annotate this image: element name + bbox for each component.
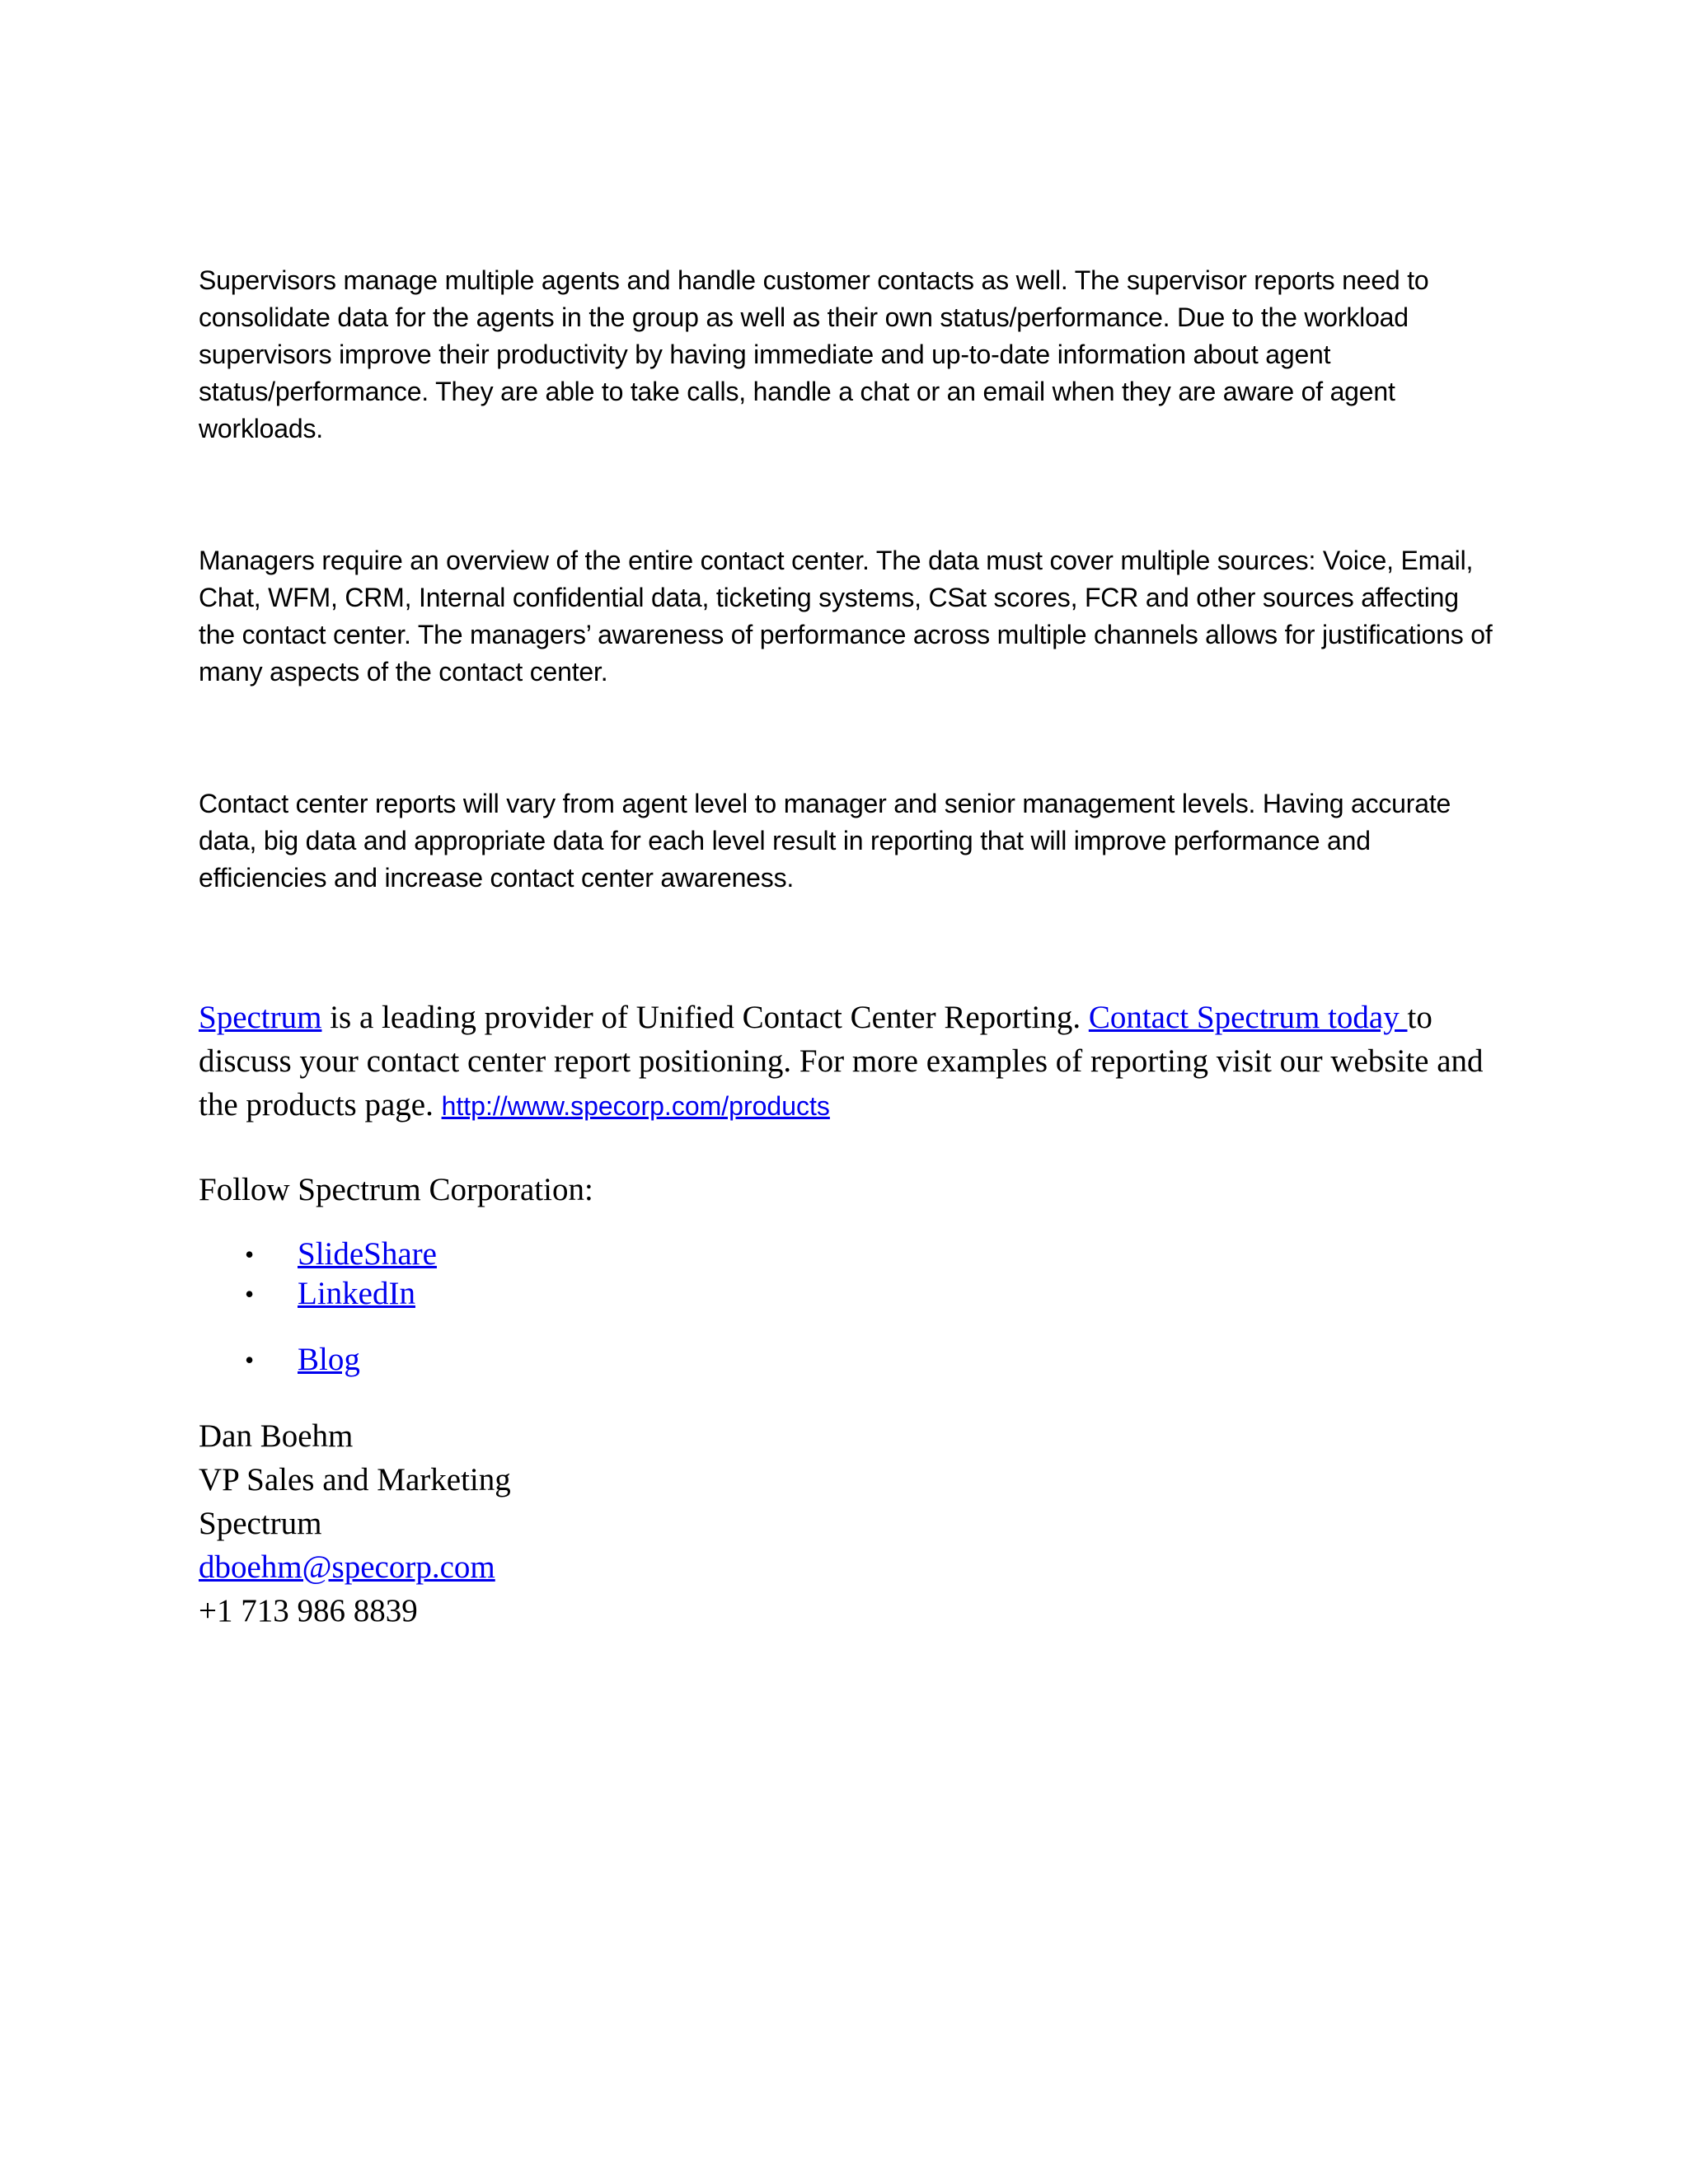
list-item <box>199 1340 1501 1380</box>
linkedin-link[interactable]: LinkedIn <box>298 1276 415 1311</box>
bullet-icon: • <box>245 1345 255 1375</box>
products-url-link[interactable]: http://www.specorp.com/products <box>441 1091 830 1121</box>
list-item <box>199 1274 1501 1314</box>
follow-heading: Follow Spectrum Corporation: <box>199 1172 593 1207</box>
signature-phone: +1 713 986 8839 <box>199 1593 418 1629</box>
contact-spectrum-link[interactable]: Contact Spectrum today <box>1088 1000 1408 1035</box>
paragraph-spacer <box>199 448 1501 542</box>
signature-company: Spectrum <box>199 1506 322 1541</box>
paragraph-supervisors: Supervisors manage multiple agents and handle customer contacts as well. The supervisor reports need to consolidate data for the agents in the group as well as their own status/performance. Due to the workload supervisors improve their productivity by having immediate and up-to-date information about agent status/performance. They are able to take calls, handle a chat or an email when they are aware of agent workloads. <box>199 265 1429 443</box>
bullet-icon: • <box>245 1240 255 1269</box>
signature-name: Dan Boehm <box>199 1418 354 1454</box>
spectrum-link[interactable]: Spectrum <box>199 1000 322 1035</box>
list-item <box>199 1235 1501 1274</box>
promo-text-1: is a leading provider of Unified Contact Center Reporting. <box>321 1000 1089 1035</box>
document-page <box>199 262 1501 1633</box>
bullet-icon: • <box>245 1279 255 1309</box>
paragraph-reports: Contact center reports will vary from agent level to manager and senior management levels. Having accurate data, big data and appropriate data for each level result in reporting that will improve performance and efficiencies and increase contact center awareness. <box>199 789 1451 893</box>
signature-title: VP Sales and Marketing <box>199 1462 511 1497</box>
paragraph-managers: Managers require an overview of the entire contact center. The data must cover multiple sources: Voice, Email, Chat, WFM, CRM, Internal confidential data, ticketing systems, CSat scores, FCR and other sources affecting the contact center. The managers’ awareness of performance across multiple channels allows for justifications of many aspects of the contact center. <box>199 546 1493 687</box>
paragraph-spacer <box>199 897 1501 996</box>
signature-email-link[interactable]: dboehm@specorp.com <box>199 1549 495 1585</box>
paragraph-spacer <box>199 691 1501 785</box>
promo-paragraph <box>199 996 1501 1128</box>
promo-text-2: to discuss your contact center report positioning. For more examples of reporting visit our website and the products page. <box>199 1000 1484 1122</box>
slideshare-link[interactable]: SlideShare <box>298 1236 437 1272</box>
social-links-list <box>199 1235 1501 1380</box>
signature-block <box>199 1414 1501 1633</box>
blog-link[interactable]: Blog <box>298 1342 360 1377</box>
